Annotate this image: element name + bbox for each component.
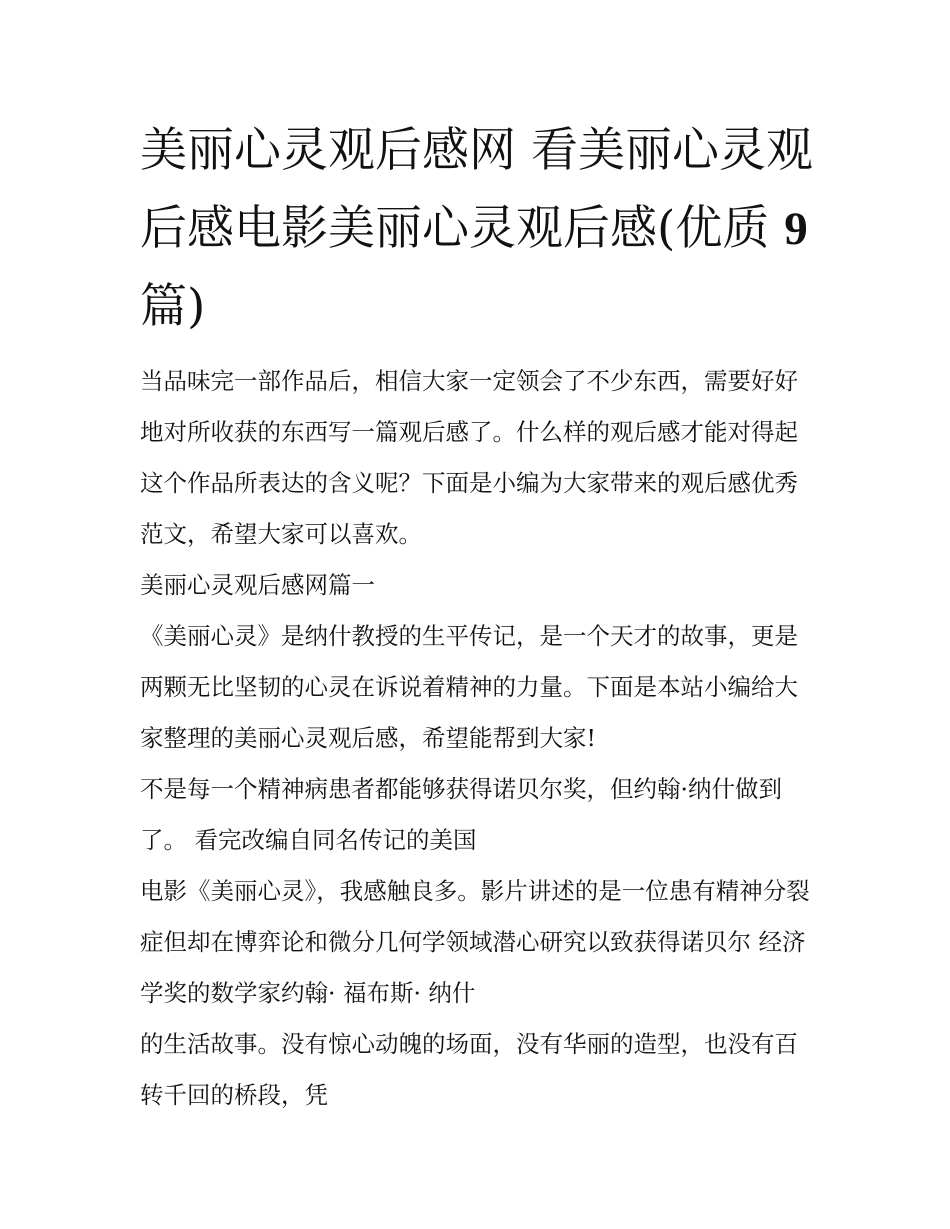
- body-paragraph: 电影《美丽心灵》，我感触良多。影片讲述的是一位患有精神分裂症但却在博弈论和微分几何学领域潜心研究以致获得诺贝尔 经济学奖的数学家约翰· 福布斯· 纳什: [140, 877, 810, 1007]
- document-title: [140, 112, 820, 346]
- title-text-part1: 美丽心灵观后感网 看美丽心灵观后感电影美丽心灵观后感(优质: [140, 123, 813, 256]
- section-heading: 美丽心灵观后感网篇一: [140, 571, 375, 599]
- title-number: 9: [784, 203, 808, 255]
- body-paragraph: 不是每一个精神病患者都能够获得诺贝尔奖，但约翰·纳什做到了。 看完改编自同名传记的美国: [140, 775, 782, 854]
- body-paragraph: 的生活故事。没有惊心动魄的场面，没有华丽的造型，也没有百转千回的桥段，凭: [140, 1030, 798, 1109]
- title-text-part2: 篇): [140, 279, 206, 334]
- document-body: [140, 356, 820, 1121]
- intro-paragraph: 当品味完一部作品后，相信大家一定领会了不少东西，需要好好地对所收获的东西写一篇观后感了。什么样的观后感才能对得起这个作品所表达的含义呢？下面是小编为大家带来的观后感优秀范文，希望大家可以喜欢。: [140, 367, 798, 548]
- body-paragraph: 《美丽心灵》是纳什教授的生平传记，是一个天才的故事，更是两颗无比坚韧的心灵在诉说着精神的力量。下面是本站小编给大家整理的美丽心灵观后感，希望能帮到大家!: [140, 622, 798, 752]
